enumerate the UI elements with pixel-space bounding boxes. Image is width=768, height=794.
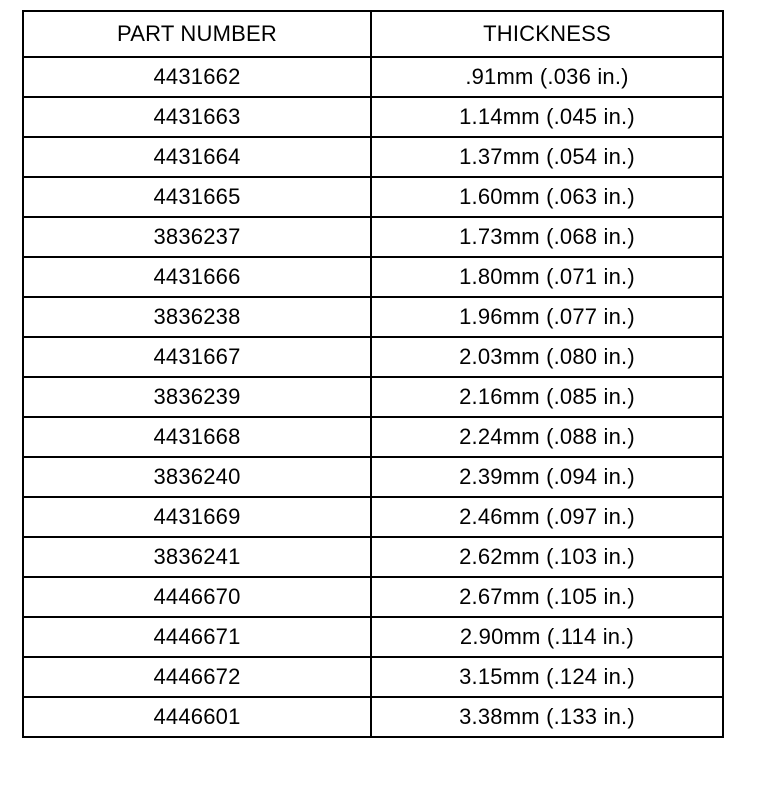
part-number-cell: 4431666 [23, 257, 371, 297]
thickness-cell: 2.24mm (.088 in.) [371, 417, 723, 457]
thickness-cell: 2.16mm (.085 in.) [371, 377, 723, 417]
part-number-cell: 4446672 [23, 657, 371, 697]
thickness-cell: 1.60mm (.063 in.) [371, 177, 723, 217]
table-row [23, 497, 723, 537]
thickness-cell: 3.15mm (.124 in.) [371, 657, 723, 697]
table-row [23, 697, 723, 737]
table-row [23, 177, 723, 217]
table-row [23, 217, 723, 257]
table-row [23, 377, 723, 417]
part-number-cell: 4431669 [23, 497, 371, 537]
header-row [23, 11, 723, 57]
table-row [23, 137, 723, 177]
part-number-cell: 4431665 [23, 177, 371, 217]
thickness-cell: 2.46mm (.097 in.) [371, 497, 723, 537]
table-body [23, 57, 723, 737]
thickness-cell: 2.39mm (.094 in.) [371, 457, 723, 497]
table-row [23, 617, 723, 657]
thickness-cell: 1.96mm (.077 in.) [371, 297, 723, 337]
thickness-cell: 3.38mm (.133 in.) [371, 697, 723, 737]
thickness-cell: 1.37mm (.054 in.) [371, 137, 723, 177]
thickness-cell: 2.90mm (.114 in.) [371, 617, 723, 657]
shim-thickness-table [22, 10, 724, 738]
thickness-cell: 2.62mm (.103 in.) [371, 537, 723, 577]
table-row [23, 657, 723, 697]
table-row [23, 577, 723, 617]
part-number-cell: 3836238 [23, 297, 371, 337]
thickness-cell: 1.14mm (.045 in.) [371, 97, 723, 137]
table-row [23, 257, 723, 297]
thickness-cell: 1.73mm (.068 in.) [371, 217, 723, 257]
part-number-header: PART NUMBER [23, 11, 371, 57]
part-number-cell: 4446670 [23, 577, 371, 617]
part-number-cell: 3836241 [23, 537, 371, 577]
thickness-cell: 2.67mm (.105 in.) [371, 577, 723, 617]
table-row [23, 337, 723, 377]
shim-thickness-table-container [22, 10, 722, 738]
table-row [23, 57, 723, 97]
part-number-cell: 3836237 [23, 217, 371, 257]
part-number-cell: 4431662 [23, 57, 371, 97]
thickness-header: THICKNESS [371, 11, 723, 57]
table-row [23, 297, 723, 337]
part-number-cell: 4431663 [23, 97, 371, 137]
table-row [23, 457, 723, 497]
table-row [23, 537, 723, 577]
thickness-cell: .91mm (.036 in.) [371, 57, 723, 97]
thickness-cell: 2.03mm (.080 in.) [371, 337, 723, 377]
part-number-cell: 4446601 [23, 697, 371, 737]
part-number-cell: 4431667 [23, 337, 371, 377]
part-number-cell: 4446671 [23, 617, 371, 657]
part-number-cell: 4431664 [23, 137, 371, 177]
thickness-cell: 1.80mm (.071 in.) [371, 257, 723, 297]
part-number-cell: 4431668 [23, 417, 371, 457]
part-number-cell: 3836240 [23, 457, 371, 497]
part-number-cell: 3836239 [23, 377, 371, 417]
table-row [23, 97, 723, 137]
table-row [23, 417, 723, 457]
table-header [23, 11, 723, 57]
